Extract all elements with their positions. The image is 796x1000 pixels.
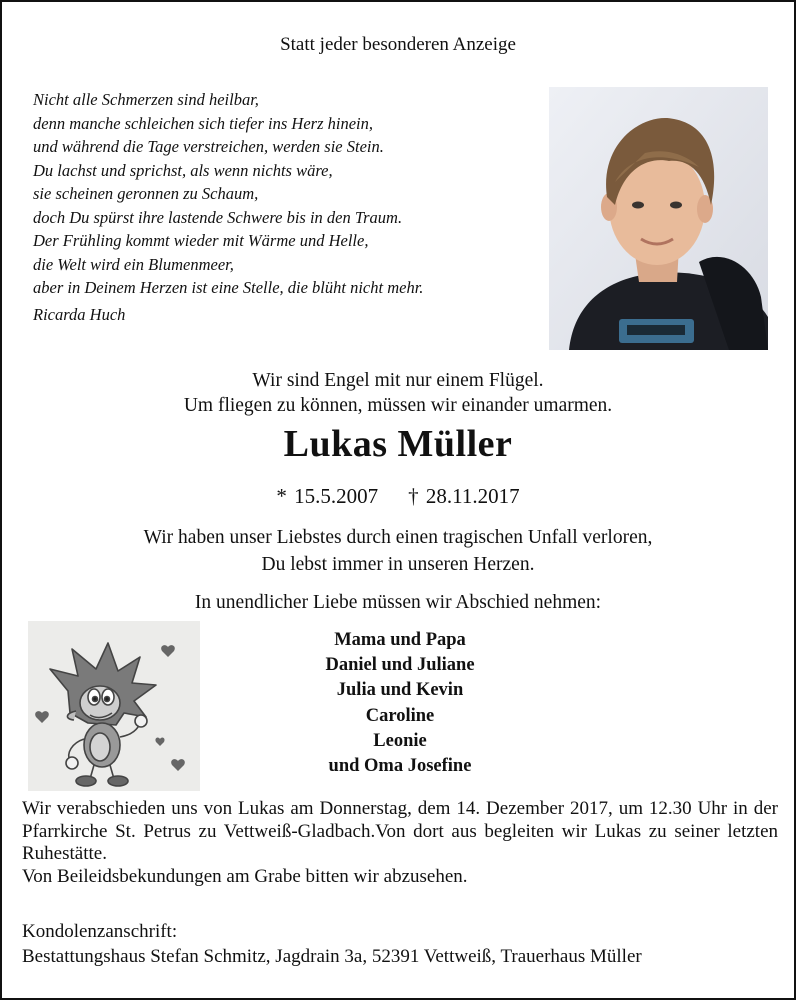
- condolence-label: Kondolenzanschrift:: [22, 921, 178, 942]
- poem-line: aber in Deinem Herzen ist eine Stelle, die blüht nicht mehr.: [33, 278, 424, 297]
- loss-line: Wir haben unser Liebstes durch einen tragischen Unfall verloren,: [143, 527, 653, 548]
- poem-line: Nicht alle Schmerzen sind heilbar,: [33, 90, 259, 109]
- condolence-address-line: Bestattungshaus Stefan Schmitz, Jagdrain 3a, 52391 Vettweiß, Trauerhaus Müller: [22, 945, 642, 967]
- poem-line: und während die Tage verstreichen, werden sie Stein.: [33, 137, 384, 156]
- family-list: [232, 628, 568, 779]
- quote-line: Um fliegen zu können, müssen wir einander umarmen.: [183, 395, 613, 416]
- poem-line: denn manche schleichen sich tiefer ins Herz hinein,: [33, 113, 373, 133]
- portrait-photo: [549, 87, 768, 350]
- poem-line: sie scheinen geronnen zu Schaum,: [33, 184, 259, 203]
- notice-header: Statt jeder besonderen Anzeige: [280, 34, 516, 55]
- family-member: Julia und Kevin: [336, 680, 464, 701]
- poem-author: Ricarda Huch: [33, 304, 126, 324]
- quote: [2, 368, 794, 418]
- life-dates: [2, 484, 794, 509]
- deceased-name: Lukas Müller: [283, 423, 513, 465]
- condolence-address: [22, 920, 782, 969]
- family-member: Mama und Papa: [334, 630, 466, 650]
- poem-line: Der Frühling kommt wieder mit Wärme und Helle,: [33, 231, 369, 250]
- farewell-line: In unendlicher Liebe müssen wir Abschied nehmen:: [194, 592, 602, 613]
- family-member: Daniel und Juliane: [325, 655, 475, 676]
- service-info: [22, 798, 778, 888]
- family-member: und Oma Josefine: [328, 756, 472, 777]
- birth-date: * 15.5.2007: [276, 484, 379, 508]
- service-note: Von Beileidsbekundungen am Grabe bitten wir abzusehen.: [22, 865, 468, 887]
- poem-line: Du lachst und sprichst, als wenn nichts wäre,: [33, 160, 333, 180]
- loss-line: Du lebst immer in unseren Herzen.: [261, 554, 535, 575]
- hedgehog-drawing: [28, 621, 200, 791]
- poem: [33, 88, 543, 326]
- service-paragraph: Wir verabschieden uns von Lukas am Donnerstag, dem 14. Dezember 2017, um 12.30 Uhr in der Pfarrkirche St. Petrus zu Vettweiß-Gladbach.Von dort aus begleiten wir Lukas zu seiner letzten Ruhestätte.: [22, 798, 778, 864]
- family-member: Caroline: [365, 705, 435, 726]
- poem-line: doch Du spürst ihre lastende Schwere bis in den Traum.: [33, 207, 403, 227]
- death-date: † 28.11.2017: [408, 484, 520, 508]
- quote-line: Wir sind Engel mit nur einem Flügel.: [252, 370, 544, 391]
- loss-statement: [2, 524, 794, 578]
- family-member: Leonie: [373, 730, 427, 751]
- poem-line: die Welt wird ein Blumenmeer,: [33, 254, 234, 274]
